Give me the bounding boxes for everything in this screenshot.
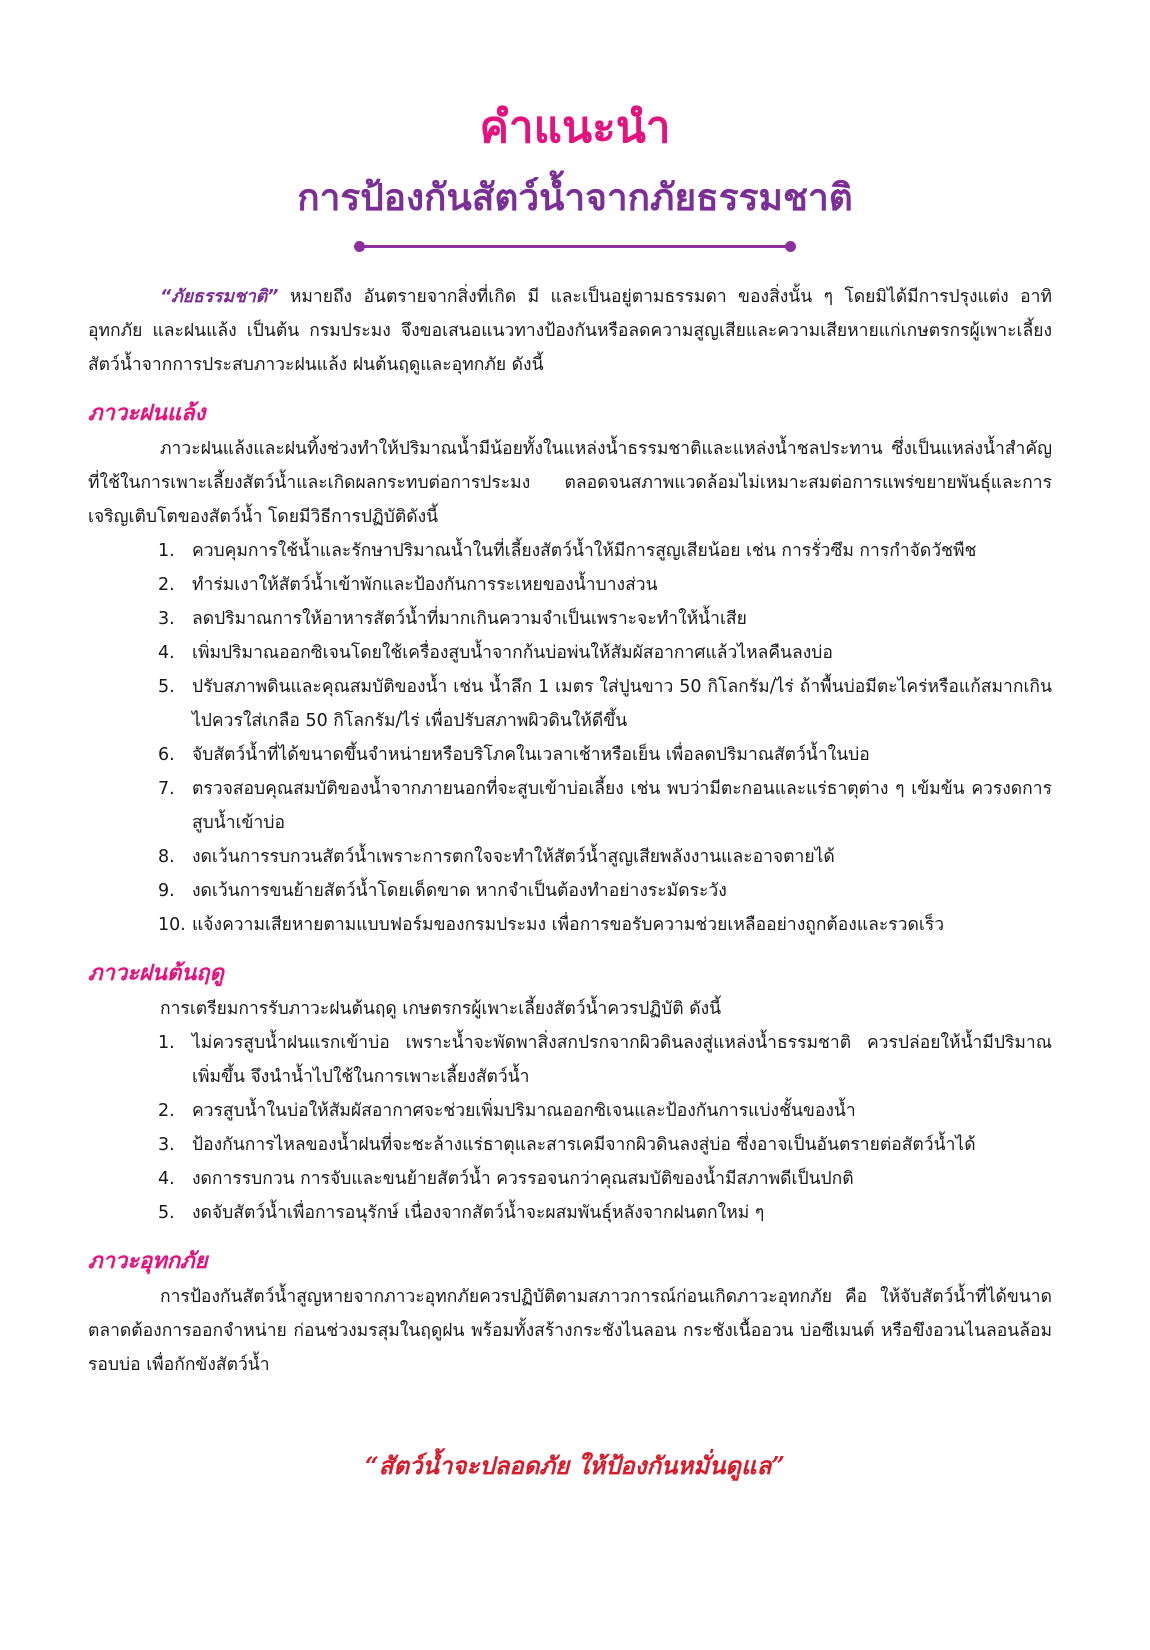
list-item-text: จับสัตว์น้ำที่ได้ขนาดขึ้นจำหน่ายหรือบริโภคในเวลาเช้าหรือเย็น เพื่อลดปริมาณสัตว์น้ำในบ่อ <box>192 745 870 765</box>
list-item-number: 3. <box>158 609 175 629</box>
list-item <box>88 534 1052 568</box>
section-heading-early-rain: ภาวะฝนต้นฤดู <box>88 961 224 986</box>
list-item-number: 4. <box>158 643 175 663</box>
list-item-number: 5. <box>158 677 175 697</box>
list-item <box>88 636 1052 670</box>
list-item-number: 1. <box>158 541 175 561</box>
divider-dot-right <box>785 241 796 252</box>
early-rain-paragraph: การเตรียมการรับภาวะฝนต้นฤดู เกษตรกรผู้เพาะเลี้ยงสัตว์น้ำควรปฏิบัติ ดังนี้ <box>160 999 722 1019</box>
list-item <box>88 670 1052 738</box>
list-item-text: ปรับสภาพดินและคุณสมบัติของน้ำ เช่น น้ำลึก 1 เมตร ใส่ปูนขาว 50 กิโลกรัม/ไร่ ถ้าพื้นบ่อมีตะไคร่หรือแก้สมากเกินไปควรใส่เกลือ 50 กิโลกรัม/ไร่ เพื่อปรับสภาพผิวดินให้ดีขึ้น <box>192 677 1052 731</box>
list-item <box>88 738 1052 772</box>
document-body <box>88 280 1052 1382</box>
divider-line <box>358 245 792 248</box>
list-item-text: ควบคุมการใช้น้ำและรักษาปริมาณน้ำในที่เลี้ยงสัตว์น้ำให้มีการสูญเสียน้อย เช่น การรั่วซึม การกำจัดวัชพืช <box>192 541 977 561</box>
list-item <box>88 602 1052 636</box>
section-heading-flood: ภาวะอุทกภัย <box>88 1249 208 1274</box>
list-item-text: งดจับสัตว์น้ำเพื่อการอนุรักษ์ เนื่องจากสัตว์น้ำจะผสมพันธุ์หลังจากฝนตกใหม่ ๆ <box>192 1203 765 1223</box>
intro-term: “ภัยธรรมชาติ” <box>160 287 279 307</box>
section-heading-drought: ภาวะฝนแล้ง <box>88 401 206 426</box>
list-item <box>88 840 1052 874</box>
list-item-text: งดเว้นการขนย้ายสัตว์น้ำโดยเด็ดขาด หากจำเป็นต้องทำอย่างระมัดระวัง <box>192 881 727 901</box>
list-item <box>88 908 1052 942</box>
list-item-number: 5. <box>158 1203 175 1223</box>
list-item <box>88 568 1052 602</box>
page-title: คำแนะนำ <box>479 102 671 153</box>
title-divider <box>354 239 796 253</box>
list-item-text: ควรสูบน้ำในบ่อให้สัมผัสอากาศจะช่วยเพิ่มปริมาณออกซิเจนและป้องกันการแบ่งชั้นของน้ำ <box>192 1101 856 1121</box>
list-item-number: 8. <box>158 847 175 867</box>
drought-paragraph: ภาวะฝนแล้งและฝนทิ้งช่วงทำให้ปริมาณน้ำมีน้อยทั้งในแหล่งน้ำธรรมชาติและแหล่งน้ำชลประทาน ซึ่งเป็นแหล่งน้ำสำคัญที่ใช้ในการเพาะเลี้ยงสัตว์น้ำและเกิดผลกระทบต่อการประมง ตลอดจนสภาพแวดล้อมไม่เหมาะสมต่อการแพร่ขยายพันธุ์และการเจริญเติบโตของสัตว์น้ำ โดยมีวิธีการปฏิบัติดังนี้ <box>88 439 1052 527</box>
list-item-number: 1. <box>158 1033 175 1053</box>
list-item-text: งดการรบกวน การจับและขนย้ายสัตว์น้ำ ควรรอจนกว่าคุณสมบัติของน้ำมีสภาพดีเป็นปกติ <box>192 1169 854 1189</box>
list-item-number: 9. <box>158 881 175 901</box>
list-item-text: ตรวจสอบคุณสมบัติของน้ำจากภายนอกที่จะสูบเข้าบ่อเลี้ยง เช่น พบว่ามีตะกอนและแร่ธาตุต่าง ๆ เข้มข้น ควรงดการสูบน้ำเข้าบ่อ <box>192 779 1052 833</box>
list-item-text: ลดปริมาณการให้อาหารสัตว์น้ำที่มากเกินความจำเป็นเพราะจะทำให้น้ำเสีย <box>192 609 747 629</box>
list-item-number: 10. <box>158 915 186 935</box>
list-item-number: 4. <box>158 1169 175 1189</box>
early-rain-list <box>88 1026 1052 1230</box>
list-item-number: 2. <box>158 575 175 595</box>
page-subtitle: การป้องกันสัตว์น้ำจากภัยธรรมชาติ <box>297 176 853 219</box>
footer-slogan: “สัตว์น้ำจะปลอดภัย ให้ป้องกันหมั่นดูแล” <box>365 1451 785 1480</box>
list-item-text: เพิ่มปริมาณออกซิเจนโดยใช้เครื่องสูบน้ำจากก้นบ่อพ่นให้สัมผัสอากาศแล้วไหลคืนลงบ่อ <box>192 643 833 663</box>
list-item <box>88 874 1052 908</box>
list-item <box>88 1162 1052 1196</box>
list-item <box>88 1128 1052 1162</box>
list-item <box>88 1196 1052 1230</box>
list-item <box>88 1026 1052 1094</box>
list-item-number: 2. <box>158 1101 175 1121</box>
intro-text: หมายถึง อันตรายจากสิ่งที่เกิด มี และเป็นอยู่ตามธรรมดา ของสิ่งนั้น ๆ โดยมิได้มีการปรุงแต่ง อาทิ อุทกภัย และฝนแล้ง เป็นต้น กรมประมง จึงขอเสนอแนวทางป้องกันหรือลดความสูญเสียและความเสียหายแก่เกษตรกรผู้เพาะเลี้ยงสัตว์น้ำจากการประสบภาวะฝนแล้ง ฝนต้นฤดูและอุทกภัย ดังนี้ <box>88 287 1052 375</box>
list-item-text: ป้องกันการไหลของน้ำฝนที่จะชะล้างแร่ธาตุและสารเคมีจากผิวดินลงสู่บ่อ ซึ่งอาจเป็นอันตรายต่อสัตว์น้ำได้ <box>192 1135 976 1155</box>
list-item <box>88 1094 1052 1128</box>
list-item-text: ไม่ควรสูบน้ำฝนแรกเข้าบ่อ เพราะน้ำจะพัดพาสิ่งสกปรกจากผิวดินลงสู่แหล่งน้ำธรรมชาติ ควรปล่อยให้น้ำมีปริมาณเพิ่มขึ้น จึงนำน้ำไปใช้ในการเพาะเลี้ยงสัตว์น้ำ <box>192 1033 1052 1087</box>
list-item <box>88 772 1052 840</box>
list-item-number: 7. <box>158 779 175 799</box>
list-item-number: 3. <box>158 1135 175 1155</box>
divider-dot-left <box>354 241 365 252</box>
list-item-text: ทำร่มเงาให้สัตว์น้ำเข้าพักและป้องกันการระเหยของน้ำบางส่วน <box>192 575 658 595</box>
flood-paragraph: การป้องกันสัตว์น้ำสูญหายจากภาวะอุทกภัยควรปฏิบัติตามสภาวการณ์ก่อนเกิดภาวะอุทกภัย คือ ให้จับสัตว์น้ำที่ได้ขนาดตลาดต้องการออกจำหน่าย ก่อนช่วงมรสุมในฤดูฝน พร้อมทั้งสร้างกระชังไนลอน กระชังเนื้ออวน บ่อซีเมนต์ หรือขึงอวนไนลอนล้อมรอบบ่อ เพื่อกักขังสัตว์น้ำ <box>88 1287 1052 1375</box>
drought-list <box>88 534 1052 942</box>
intro-paragraph <box>88 280 1052 382</box>
list-item-text: งดเว้นการรบกวนสัตว์น้ำเพราะการตกใจจะทำให้สัตว์น้ำสูญเสียพลังงานและอาจตายได้ <box>192 847 835 867</box>
list-item-number: 6. <box>158 745 175 765</box>
list-item-text: แจ้งความเสียหายตามแบบฟอร์มของกรมประมง เพื่อการขอรับความช่วยเหลืออย่างถูกต้องและรวดเร็ว <box>192 915 945 935</box>
